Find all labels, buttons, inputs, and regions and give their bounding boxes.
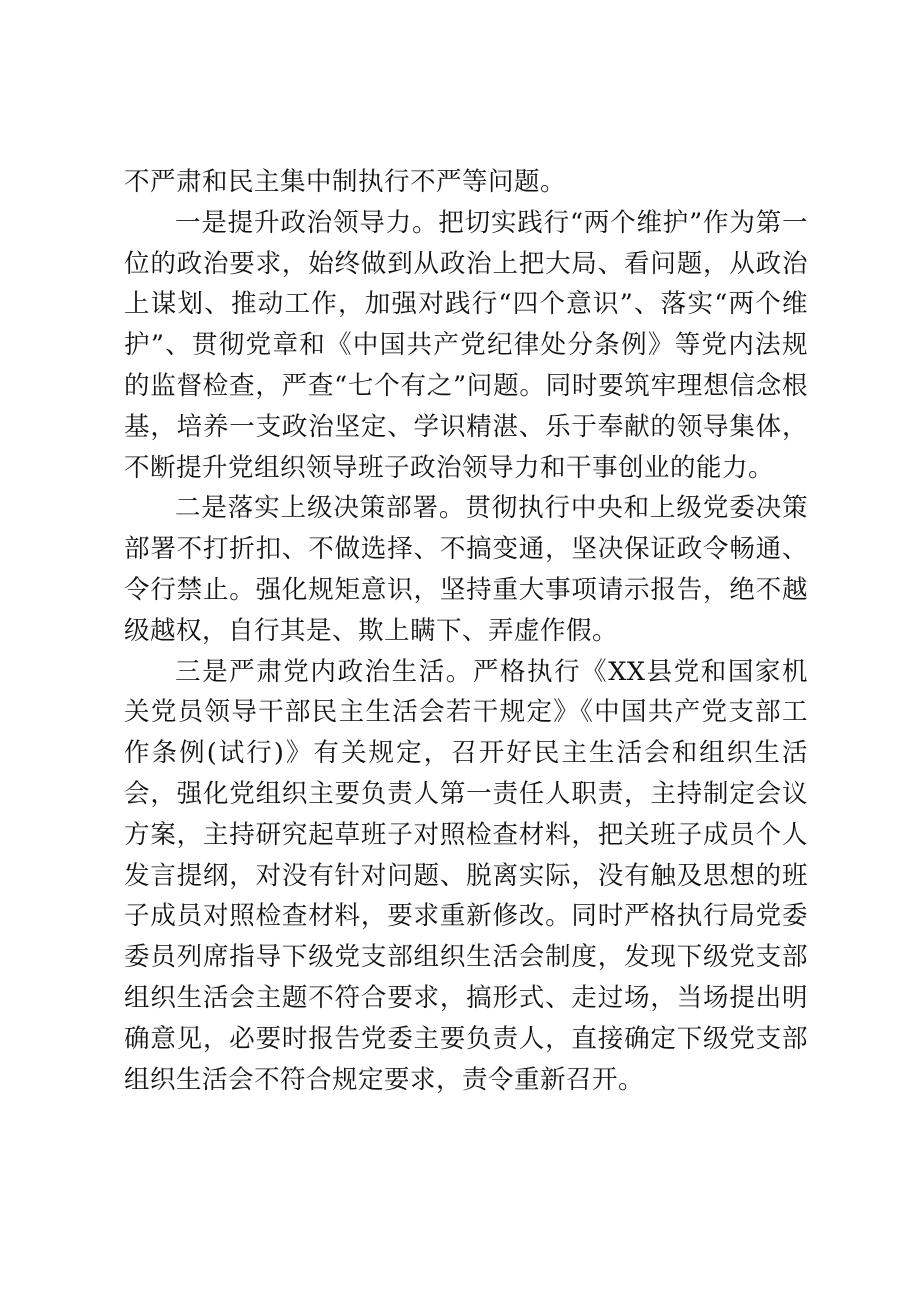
paragraph-continuation: 不严肃和民主集中制执行不严等问题。 [124,167,567,197]
paragraph-implement-decisions: 二是落实上级决策部署。贯彻执行中央和上级党委决策部署不打折扣、不做选择、不搞变通，坚决保证政令畅通、令行禁止。强化规矩意识，坚持重大事项请示报告，绝不越级越权，自行其是、欺上瞒下、弄虚作假。 [124,493,808,646]
document-body [124,162,808,1100]
paragraph-political-life: 三是严肃党内政治生活。严格执行《XX县党和国家机关党员领导干部民主生活会若干规定》《中国共产党支部工作条例(试行)》有关规定，召开好民主生活会和组织生活会，强化党组织主要负责人第一责任人职责，主持制定会议方案，主持研究起草班子对照检查材料，把关班子成员个人发言提纲，对没有针对问题、脱离实际，没有触及思想的班子成员对照检查材料，要求重新修改。同时严格执行局党委委员列席指导下级党支部组织生活会制度，发现下级党支部组织生活会主题不符合要求，搞形式、走过场，当场提出明确意见，必要时报告党委主要负责人，直接确定下级党支部组织生活会不符合规定要求，责令重新召开。 [124,656,808,1095]
paragraph-political-leadership: 一是提升政治领导力。把切实践行“两个维护”作为第一位的政治要求，始终做到从政治上把大局、看问题，从政治上谋划、推动工作，加强对践行“四个意识”、落实“两个维护”、贯彻党章和《中国共产党纪律处分条例》等党内法规的监督检查，严查“七个有之”问题。同时要筑牢理想信念根基，培养一支政治坚定、学识精湛、乐于奉献的领导集体，不断提升党组织领导班子政治领导力和干事创业的能力。 [124,207,808,483]
